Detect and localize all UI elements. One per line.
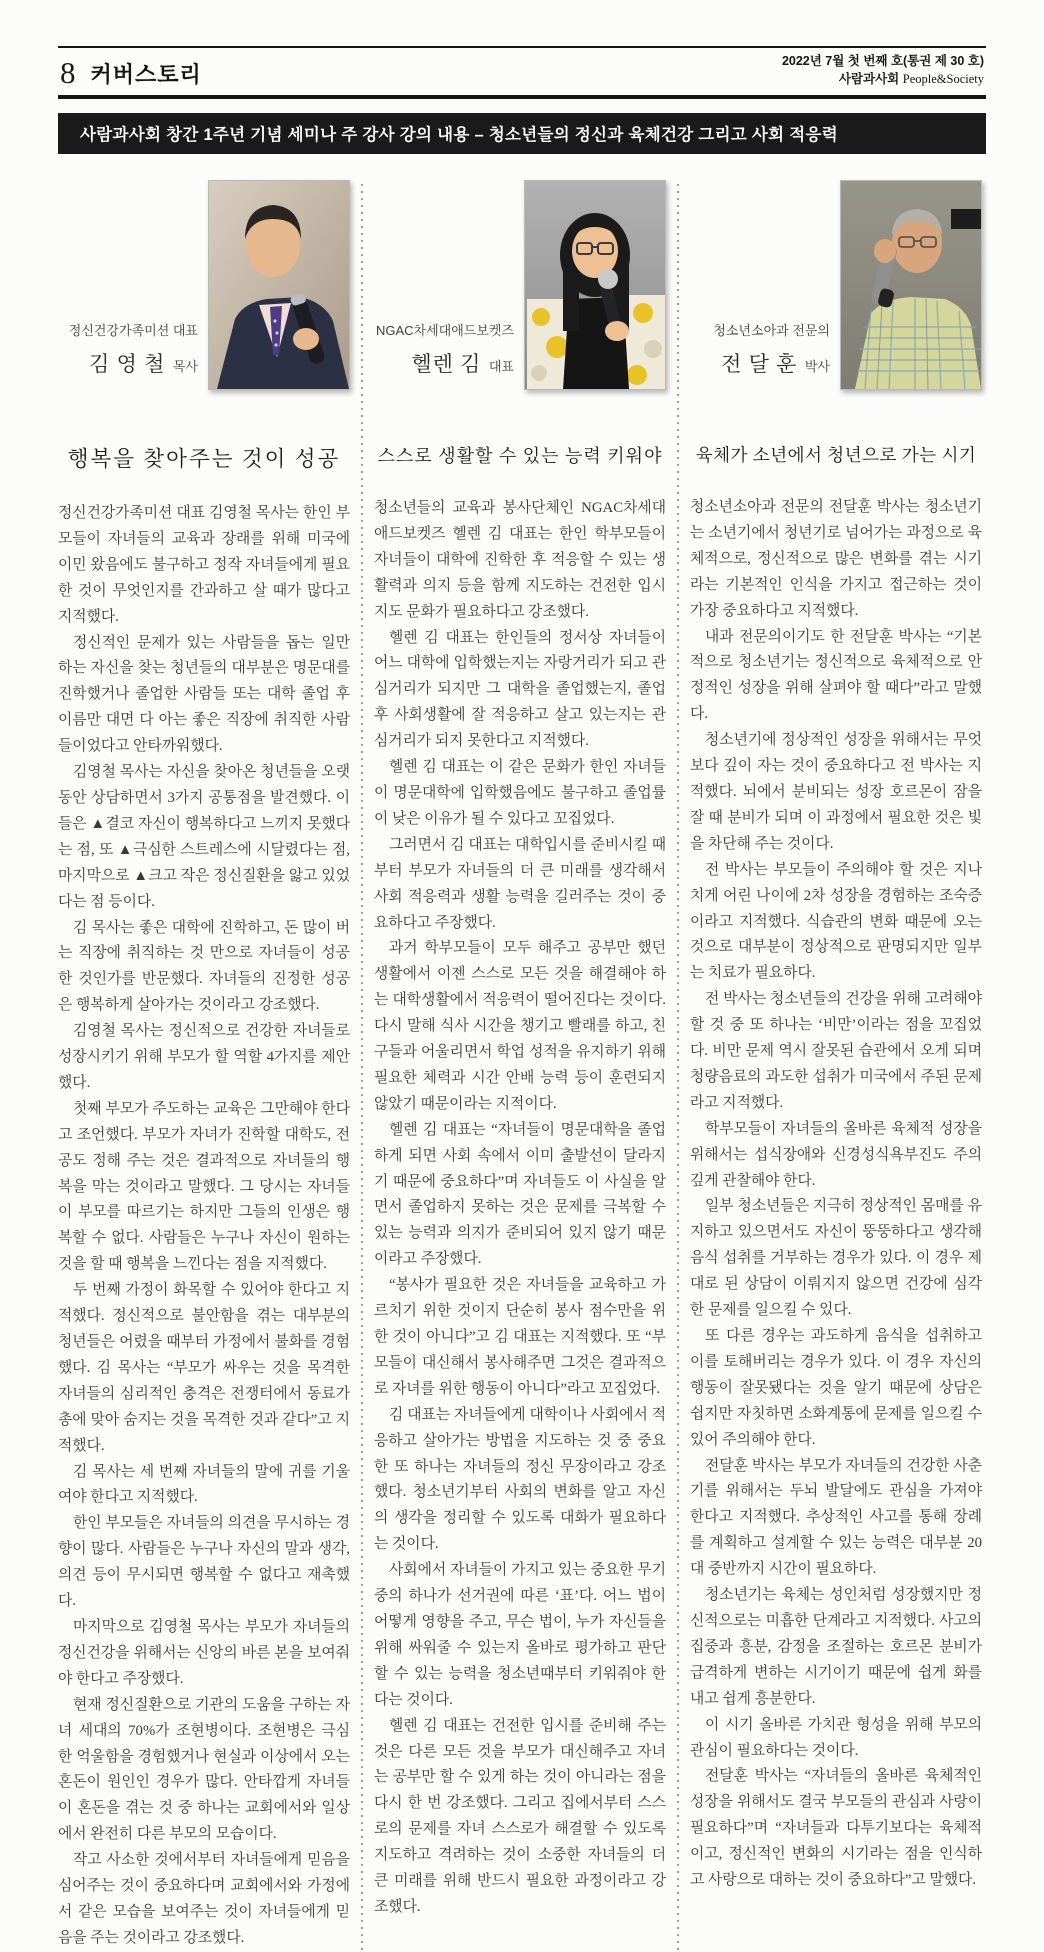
article-paragraph: 일부 청소년들은 지극히 정상적인 몸매를 유지하고 있으면서도 자신이 뚱뚱하다고 생각해 음식 섭취를 거부하는 경우가 있다. 이 경우 제대로 된 상담이 이뤄지지 않으면 건강에 심각한 문제를 일으킬 수 있다. [690, 1198, 982, 1319]
article-banner: 사람과사회 창간 1주년 기념 세미나 주 강사 강의 내용 – 청소년들의 정신과 육체건강 그리고 사회 적응력 [58, 113, 986, 154]
article-body-3 [690, 495, 982, 1894]
speaker-title: 목사 [172, 359, 198, 374]
column-divider [677, 184, 679, 1952]
article-paragraph: 김 대표는 자녀들에게 대학이나 사회에서 적응하고 살아가는 방법을 지도하는 것 중 중요한 또 하나는 자녀들의 정신 무장이라고 강조했다. 청소년기부터 사회의 변화를 알고 자신의 생각을 정리할 수 있도록 대화가 필요하다는 것이다. [374, 1406, 666, 1553]
article-column-1 [58, 180, 350, 1952]
article-paragraph: 김영철 목사는 정신적으로 건강한 자녀들로 성장시키기 위해 부모가 할 역할 4가지를 제안했다. [58, 1023, 350, 1091]
article-paragraph: 내과 전문의이기도 한 전달훈 박사는 “기본적으로 청소년기는 정신적으로 육체적으로 안정적인 성장을 위해 살펴야 할 때다”라고 말했다. [690, 628, 982, 723]
article-paragraph: 전 박사는 부모들이 주의해야 할 것은 지나치게 어린 나이에 2차 성장을 경험하는 조숙증이라고 지적했다. 식습관의 변화 때문에 오는 것으로 대부분이 정상적으로 판명되지만 일부는 치료가 필요하다. [690, 861, 982, 982]
article-paragraph: 정신건강가족미션 대표 김영철 목사는 한인 부모들이 자녀들의 교육과 장래를 위해 미국에 이민 왔음에도 불구하고 정작 자녀들에게 필요한 것이 무엇인지를 간과하고 살 때가 많다고 지적했다. [58, 505, 350, 625]
speaker-name: 헬렌 김 [411, 352, 482, 376]
article-paragraph: 전달훈 박사는 “자녀들의 올바른 육체적인 성장을 위해서도 결국 부모들의 관심과 사랑이 필요하다”며 “자녀들과 다투기보다는 육체적이고, 정신적인 변화의 시기라는 점을 인식하고 사랑으로 대하는 것이 중요하다”고 말했다. [690, 1768, 982, 1889]
article-paragraph: 헬렌 김 대표는 “자녀들이 명문대학을 졸업하게 되면 사회 속에서 이미 출발선이 달라지기 때문에 중요하다”며 자녀들도 이 사실을 알면서 졸업하지 못하는 것은 문제를 극복할 수 있는 능력과 의지가 준비되어 있지 않기 때문이라고 주장했다. [374, 1121, 666, 1268]
article-paragraph: 그러면서 김 대표는 대학입시를 준비시킬 때부터 부모가 자녀들의 더 큰 미래를 생각해서 사회 적응력과 생활 능력을 길러주는 것이 중요하다고 주장했다. [374, 836, 666, 931]
article-paragraph: 마지막으로 김영철 목사는 부모가 자녀들의 정신건강을 위해서는 신앙의 바른 본을 보여줘야 한다고 주장했다. [58, 1618, 350, 1687]
issue-info-block [782, 53, 984, 88]
photo-caption-2 [374, 320, 524, 390]
article-paragraph: 청소년소아과 전문의 전달훈 박사는 청소년기는 소년기에서 청년기로 넘어가는 과정으로 육체적으로, 정신적으로 많은 변화를 겪는 시기라는 기본적인 인식을 가지고 접근하는 것이 가장 중요하다고 지적했다. [690, 499, 982, 619]
article-paragraph: 김영철 목사는 자신을 찾아온 청년들을 오랫동안 상담하면서 3가지 공통점을 발견했다. 이들은 ▲결코 자신이 행복하다고 느끼지 못했다는 점, 또 ▲극심한 스트레스에 시달렸다는 점, 마지막으로 ▲크고 작은 정신질환을 앓고 있었다는 점 등이다. [58, 764, 350, 910]
article-paragraph: 청소년기에 정상적인 성장을 위해서는 무엇보다 깊이 자는 것이 중요하다고 전 박사는 지적했다. 뇌에서 분비되는 성장 호르몬이 잠을 잘 때 분비가 되며 이 과정에서 필요한 것은 빛을 차단해 주는 것이다. [690, 732, 982, 852]
article-paragraph: 학부모들이 자녀들의 올바른 육체적 성장을 위해서는 섭식장애와 신경성식욕부진도 주의 깊게 관찰해야 한다. [690, 1120, 982, 1189]
article-paragraph: 두 번째 가정이 화목할 수 있어야 한다고 지적했다. 정신적으로 불안함을 겪는 대부분의 청년들은 어렸을 때부터 가정에서 불화를 경험했다. 김 목사는 “부모가 싸우는 것을 목격한 자녀들의 심리적인 충격은 전쟁터에서 동료가 총에 맞아 숨지는 것을 목격한 것과 같다”고 지적했다. [58, 1282, 350, 1454]
newspaper-name-en: People&Society [902, 71, 984, 86]
speaker-name: 김 영 철 [89, 352, 166, 376]
article-body-1 [58, 501, 350, 1952]
speaker-photo-2 [524, 180, 666, 390]
speaker-title: 박사 [804, 359, 830, 374]
article-paragraph: 현재 정신질환으로 기관의 도움을 구하는 자녀 세대의 70%가 조현병이다. 조현병은 극심한 억울함을 경험했거나 현실과 이상에서 오는 혼돈이 원인인 경우가 많다. 안타깝게 자녀들이 혼돈을 겪는 것 중 하나는 교회에서와 일상에서 완전히 다른 부모의 모습이다. [58, 1696, 350, 1843]
article-columns [58, 180, 986, 1952]
page-header [58, 46, 986, 99]
article-headline-3: 육체가 소년에서 청년으로 가는 시기 [695, 445, 977, 465]
speaker-title: 대표 [488, 359, 514, 374]
article-paragraph: 전 박사는 청소년들의 건강을 위해 고려해야 할 것 중 또 하나는 ‘비만’이라는 점을 꼬집었다. 비만 문제 역시 잘못된 습관에서 오게 되며 청량음료의 과도한 섭취가 미국에서 주된 문제라고 지적했다. [690, 991, 982, 1111]
speaker-block-2 [374, 180, 666, 390]
article-paragraph: 정신적인 문제가 있는 사람들을 돕는 일만 하는 자신을 찾는 청년들의 대부분은 명문대를 진학했거나 졸업한 사람들 또는 대학 졸업 후 이름만 대면 다 아는 좋은 직장에 취직한 사람들이었다고 안타까워했다. [58, 634, 350, 755]
article-paragraph: 김 목사는 좋은 대학에 진학하고, 돈 많이 버는 직장에 취직하는 것 만으로 자녀들이 성공한 것인가를 반문했다. 자녀들의 진정한 성공은 행복하게 살아가는 것이라고 강조했다. [58, 919, 350, 1014]
newspaper-name: 사람과사회 [838, 71, 900, 86]
speaker-org: 청소년소아과 전문의 [713, 323, 830, 338]
speaker-org: 정신건강가족미션 대표 [68, 323, 198, 338]
page-number: 8 [60, 55, 76, 90]
article-paragraph: 이 시기 올바른 가치관 형성을 위해 부모의 관심이 필요하다는 것이다. [690, 1716, 982, 1759]
article-paragraph: 헬렌 김 대표는 한인들의 정서상 자녀들이 어느 대학에 입학했는지는 자랑거리가 되고 관심거리가 되지만 그 대학을 졸업했는지, 졸업 후 사회생활에 잘 적응하고 살고 있는지는 관심거리가 되지 못한다고 지적했다. [374, 629, 666, 750]
article-paragraph: 사회에서 자녀들이 가지고 있는 중요한 무기 중의 하나가 선거권에 따른 ‘표’다. 어느 법이 어떻게 영향을 주고, 무슨 법이, 누가 자신들을 위해 싸워줄 수 있는지 올바로 평가하고 판단할 수 있는 능력을 청소년때부터 키워줘야 한다는 것이다. [374, 1562, 666, 1708]
photo-caption-1 [58, 320, 208, 390]
article-paragraph: 과거 학부모들이 모두 해주고 공부만 했던 생활에서 이젠 스스로 모든 것을 해결해야 하는 대학생활에서 적응력이 떨어진다는 것이다. 다시 말해 식사 시간을 챙기고 빨래를 하고, 친구들과 어울리면서 학업 성적을 유지하기 위해 필요한 체력과 시간 안배 능력 등이 훈련되지 않았기 때문이라는 지적이다. [374, 940, 666, 1112]
article-paragraph: “봉사가 필요한 것은 자녀들을 교육하고 가르치기 위한 것이지 단순히 봉사 점수만을 위한 것이 아니다”고 김 대표는 지적했다. 또 “부모들이 대신해서 봉사해주면 그것은 결과적으로 자녀를 위한 행동이 아니다”라고 꼬집었다. [374, 1277, 666, 1397]
speaker-org: NGAC차세대애드보켓즈 [375, 323, 514, 338]
speaker-photo-3 [840, 180, 982, 390]
photo-caption-3 [690, 320, 840, 390]
speaker-block-1 [58, 180, 350, 390]
article-column-2 [374, 180, 666, 1952]
article-headline-2: 스스로 생활할 수 있는 능력 키워야 [377, 446, 663, 466]
issue-info: 2022년 7월 첫 번째 호(통권 제 30 호) [781, 54, 984, 68]
article-body-2 [374, 496, 666, 1921]
speaker-name: 전 달 훈 [721, 352, 798, 376]
article-paragraph: 헬렌 김 대표는 건전한 입시를 준비해 주는 것은 다른 모든 것을 부모가 대신해주고 자녀는 공부만 할 수 있게 하는 것이 아니라는 점을 다시 한 번 강조했다. 그리고 집에서부터 스스로의 문제를 자녀 스스로가 해결할 수 있도록 지도하고 격려하는 것이 소중한 자녀들의 더 큰 미래를 위해 반드시 필요한 과정이라고 강조했다. [374, 1717, 666, 1915]
speaker-block-3 [690, 180, 982, 390]
article-paragraph: 김 목사는 세 번째 자녀들의 말에 귀를 기울여야 한다고 지적했다. [58, 1463, 350, 1506]
section-title: 커버스토리 [90, 62, 202, 87]
article-headline-1: 행복을 찾아주는 것이 성공 [67, 447, 341, 471]
header-thick-rule [58, 95, 986, 99]
article-paragraph: 또 다른 경우는 과도하게 음식을 섭취하고 이를 토해버리는 경우가 있다. 이 경우 자신의 행동이 잘못됐다는 것을 알기 때문에 상담은 쉽지만 자칫하면 소화계통에 문제를 일으킬 수 있어 주의해야 한다. [690, 1328, 982, 1448]
article-paragraph: 전달훈 박사는 부모가 자녀들의 건강한 사춘기를 위해서는 두뇌 발달에도 관심을 가져야 한다고 지적했다. 추상적인 사고를 통해 장례를 계획하고 설계할 수 있는 능력은 대부분 20대 중반까지 시간이 필요하다. [690, 1457, 982, 1578]
article-paragraph: 헬렌 김 대표는 이 같은 문화가 한인 자녀들이 명문대학에 입학했음에도 불구하고 졸업률이 낮은 이유가 될 수 있다고 꼬집었다. [374, 759, 666, 827]
article-column-3 [690, 180, 982, 1952]
article-paragraph: 청소년들의 교육과 봉사단체인 NGAC차세대애드보켓즈 헬렌 김 대표는 한인 학부모들이 자녀들이 대학에 진학한 후 적응할 수 있는 생활력과 의지 등을 함께 지도하는 건전한 입시지도 문화가 필요하다고 강조했다. [374, 500, 666, 620]
article-paragraph: 한인 부모들은 자녀들의 의견을 무시하는 경향이 많다. 사람들은 누구나 자신의 말과 생각, 의견 등이 무시되면 행복할 수 없다고 재촉했다. [58, 1515, 350, 1610]
column-divider [361, 184, 363, 1952]
article-paragraph: 첫째 부모가 주도하는 교육은 그만해야 한다고 조언했다. 부모가 자녀가 진학할 대학도, 전공도 정해 주는 것은 결과적으로 자녀들의 행복을 막는 것이라고 말했다. 그 당시는 자녀들이 부모를 따르기는 하지만 그들의 인생은 행복할 수 없다. 사람들은 누구나 자신이 원하는 것을 할 때 행복을 느낀다는 점을 지적했다. [58, 1100, 350, 1273]
article-paragraph: 청소년기는 육체는 성인처럼 성장했지만 정신적으로는 미흡한 단계라고 지적했다. 사고의 집중과 흥분, 감정을 조절하는 호르몬 분비가 급격하게 변하는 시기이기 때문에 쉽게 화를 내고 쉽게 흥분한다. [690, 1587, 982, 1707]
article-paragraph: 작고 사소한 것에서부터 자녀들에게 믿음을 심어주는 것이 중요하다며 교회에서와 가정에서 같은 모습을 보여주는 것이 자녀들에게 믿음을 주는 것이라고 강조했다. [58, 1852, 350, 1946]
speaker-photo-1 [208, 180, 350, 390]
